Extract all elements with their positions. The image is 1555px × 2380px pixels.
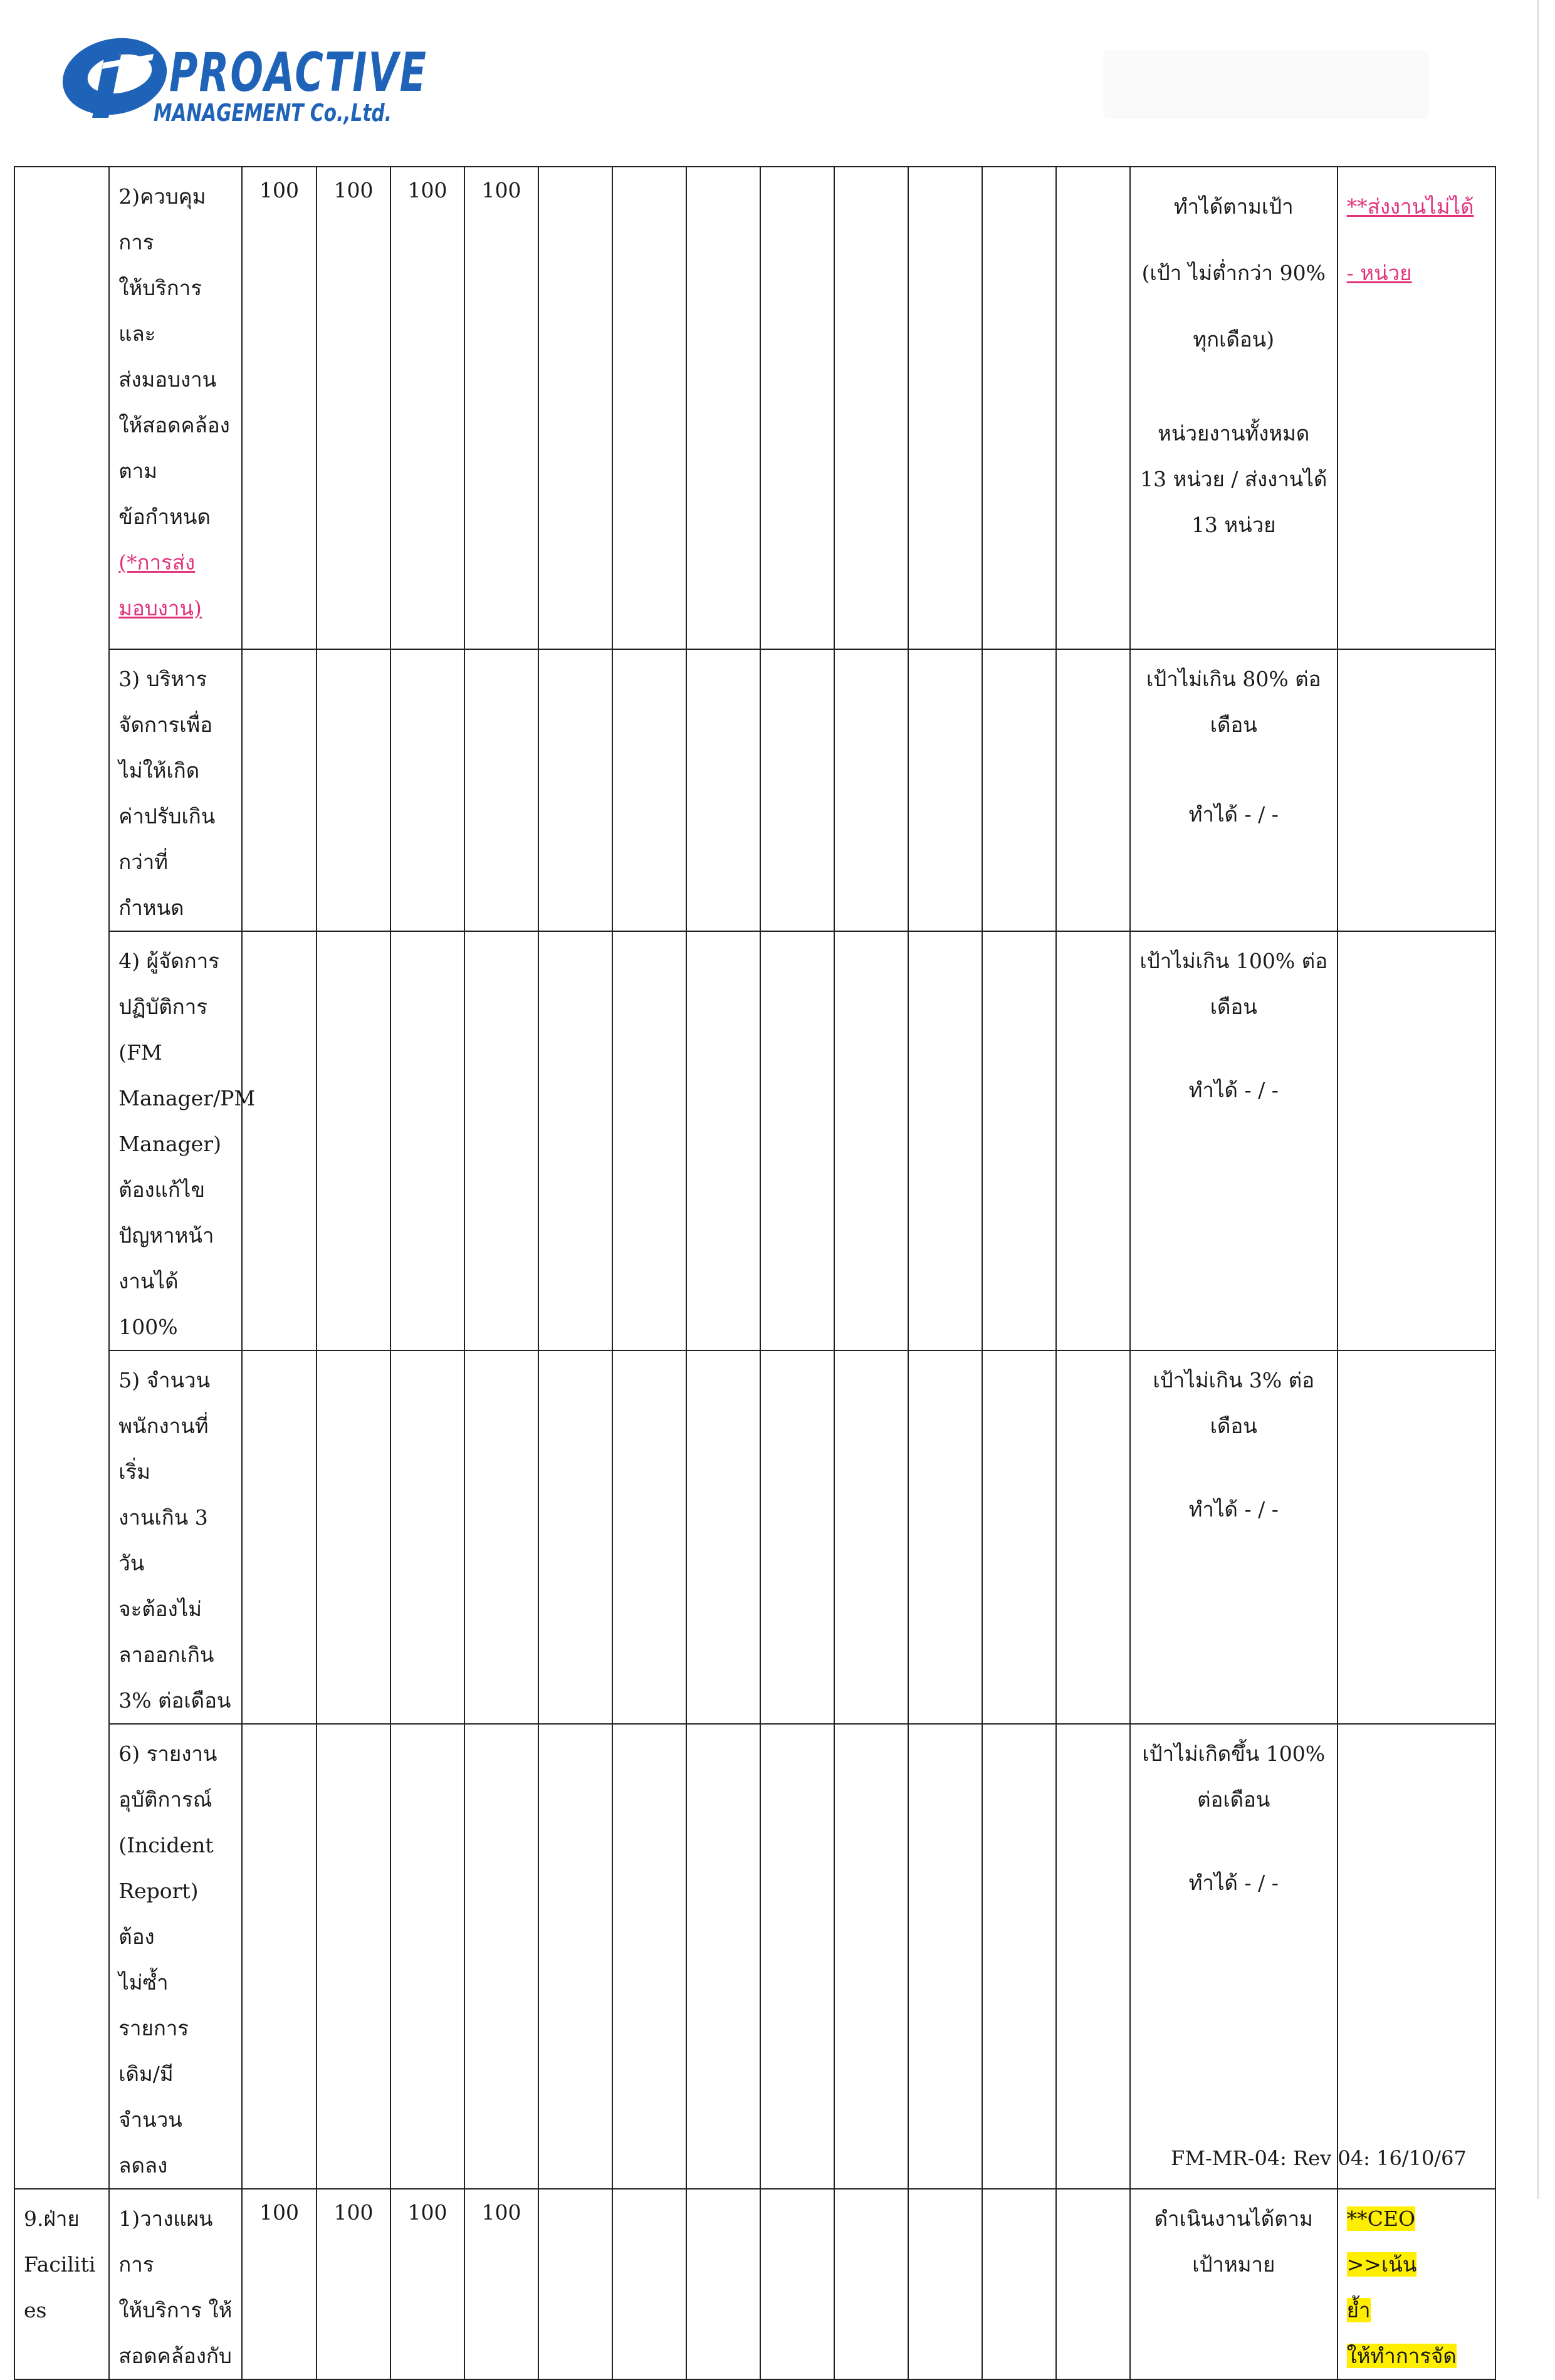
empty-cell bbox=[390, 1350, 464, 1724]
empty-cell bbox=[760, 1724, 834, 2189]
empty-cell bbox=[834, 2189, 908, 2379]
empty-cell bbox=[538, 167, 612, 649]
kpi-item-line: จะต้องไม่ bbox=[118, 1597, 202, 1621]
empty-cell bbox=[760, 649, 834, 931]
logo-company-name: PROACTIVE bbox=[169, 41, 428, 104]
kpi-item-line: เดิม/มีจำนวน bbox=[118, 2062, 182, 2132]
kpi-item-line: 5) จำนวน bbox=[118, 1368, 211, 1392]
remark-cell bbox=[1338, 1350, 1495, 1724]
empty-cell bbox=[908, 649, 982, 931]
empty-cell bbox=[834, 931, 908, 1350]
department-line: es bbox=[24, 2298, 47, 2322]
result-cell bbox=[1130, 649, 1338, 931]
kpi-item-line: ให้บริการ ให้ bbox=[118, 2298, 233, 2322]
empty-cell bbox=[612, 1724, 686, 2189]
empty-cell bbox=[908, 931, 982, 1350]
result-cell bbox=[1130, 1724, 1338, 2189]
kpi-item-line: 3) บริหาร bbox=[118, 667, 207, 691]
kpi-item-line: ตาม bbox=[118, 459, 157, 483]
empty-cell bbox=[1056, 167, 1130, 649]
kpi-item-line: อุบัติการณ์ bbox=[118, 1787, 212, 1812]
kpi-item-line: จัดการเพื่อ bbox=[118, 712, 213, 737]
result-line: ต่อเดือน bbox=[1197, 1787, 1270, 1812]
kpi-item-line: งานเกิน 3 วัน bbox=[118, 1505, 208, 1575]
empty-cell bbox=[908, 2189, 982, 2379]
kpi-item-line: (FM bbox=[118, 1040, 162, 1065]
kpi-item-line: ให้สอดคล้อง bbox=[118, 413, 230, 437]
department-line: Faciliti bbox=[24, 2252, 96, 2277]
empty-cell bbox=[760, 1350, 834, 1724]
kpi-item-line: ต้องแก้ไข bbox=[118, 1177, 206, 1202]
kpi-row bbox=[14, 2189, 1495, 2379]
result-line: ทุกเดือน) bbox=[1193, 327, 1275, 352]
empty-cell bbox=[760, 2189, 834, 2379]
department-cell bbox=[14, 2189, 109, 2379]
result-cell bbox=[1130, 1350, 1338, 1724]
empty-cell bbox=[390, 931, 464, 1350]
kpi-row bbox=[14, 649, 1495, 931]
logo-company-sub: MANAGEMENT Co.,Ltd. bbox=[154, 99, 392, 127]
empty-cell bbox=[612, 1350, 686, 1724]
department-cell bbox=[14, 167, 109, 2189]
empty-cell bbox=[760, 167, 834, 649]
kpi-item-line: ข้อกำหนด bbox=[118, 504, 211, 529]
empty-cell bbox=[538, 649, 612, 931]
empty-cell bbox=[982, 649, 1056, 931]
empty-cell bbox=[1056, 1350, 1130, 1724]
empty-cell bbox=[982, 2189, 1056, 2379]
empty-cell bbox=[834, 167, 908, 649]
kpi-item-line: ไม่ซ้ำรายการ bbox=[118, 1970, 189, 2040]
empty-cell bbox=[317, 1724, 390, 2189]
empty-cell bbox=[317, 931, 390, 1350]
empty-cell bbox=[1056, 931, 1130, 1350]
kpi-item-line: ปฏิบัติการ bbox=[118, 994, 207, 1019]
remark-cell bbox=[1338, 1724, 1495, 2189]
empty-cell bbox=[686, 1350, 760, 1724]
kpi-item-line: 6) รายงาน bbox=[118, 1741, 217, 1766]
result-cell bbox=[1130, 167, 1338, 649]
kpi-item-line: ไม่ให้เกิด bbox=[118, 758, 200, 783]
score-cell: 100 bbox=[464, 167, 538, 649]
kpi-item-line: ค่าปรับเกิน bbox=[118, 804, 216, 828]
result-line: เดือน bbox=[1210, 1414, 1257, 1438]
remark-cell bbox=[1338, 2189, 1495, 2379]
score-cell: 100 bbox=[390, 2189, 464, 2379]
result-line: 13 หน่วย bbox=[1191, 513, 1276, 537]
result-line: เป้าหมาย bbox=[1192, 2252, 1275, 2277]
empty-cell bbox=[538, 931, 612, 1350]
empty-cell bbox=[464, 1724, 538, 2189]
result-cell bbox=[1130, 2189, 1338, 2379]
kpi-row bbox=[14, 1350, 1495, 1724]
remark-highlight: **CEO >>เน้น bbox=[1346, 2206, 1417, 2277]
result-line: เดือน bbox=[1210, 712, 1257, 737]
empty-cell bbox=[242, 1350, 317, 1724]
remark-cell bbox=[1338, 167, 1495, 649]
result-line: เป้าไม่เกิดขึ้น 100% bbox=[1142, 1741, 1326, 1766]
result-line: เดือน bbox=[1210, 994, 1257, 1019]
empty-cell bbox=[908, 1350, 982, 1724]
remark-cell bbox=[1338, 931, 1495, 1350]
empty-cell bbox=[760, 931, 834, 1350]
score-cell: 100 bbox=[242, 2189, 317, 2379]
kpi-item-line: พนักงานที่เริ่ม bbox=[118, 1414, 209, 1484]
empty-cell bbox=[242, 649, 317, 931]
result-line: เป้าไม่เกิน 80% ต่อ bbox=[1146, 667, 1321, 691]
remark-highlight: ย้ำ bbox=[1346, 2298, 1371, 2322]
empty-cell bbox=[1056, 1724, 1130, 2189]
empty-cell bbox=[242, 931, 317, 1350]
score-cell: 100 bbox=[390, 167, 464, 649]
empty-cell bbox=[982, 931, 1056, 1350]
result-done: ทำได้ - / - bbox=[1188, 802, 1279, 827]
empty-cell bbox=[612, 931, 686, 1350]
empty-cell bbox=[612, 167, 686, 649]
kpi-item-cell bbox=[109, 649, 242, 931]
result-line: เป้าไม่เกิน 3% ต่อ bbox=[1153, 1368, 1315, 1392]
kpi-item-line: ลดลง bbox=[118, 2153, 168, 2178]
empty-cell bbox=[834, 1724, 908, 2189]
kpi-item-cell bbox=[109, 931, 256, 1350]
kpi-item-line: Report) ต้อง bbox=[118, 1879, 199, 1949]
empty-cell bbox=[317, 649, 390, 931]
empty-cell bbox=[686, 649, 760, 931]
result-line: ดำเนินงานได้ตาม bbox=[1154, 2206, 1313, 2231]
empty-cell bbox=[834, 1350, 908, 1724]
score-cell: 100 bbox=[317, 167, 390, 649]
kpi-item-cell bbox=[109, 1350, 242, 1724]
empty-cell bbox=[686, 167, 760, 649]
kpi-item-note: (*การส่งมอบงาน) bbox=[118, 550, 202, 620]
kpi-item-line: 2)ควบคุมการ bbox=[118, 184, 206, 254]
kpi-item-line: สอดคล้องกับ bbox=[118, 2344, 232, 2368]
result-done: ทำได้ - / - bbox=[1188, 1871, 1279, 1895]
result-done: ทำได้ - / - bbox=[1188, 1078, 1279, 1102]
result-line: เป้าไม่เกิน 100% ต่อ bbox=[1139, 949, 1328, 973]
empty-cell bbox=[1056, 2189, 1130, 2379]
kpi-item-line: ปัญหาหน้า bbox=[118, 1223, 214, 1248]
empty-cell bbox=[538, 1724, 612, 2189]
result-done: ทำได้ - / - bbox=[1188, 1497, 1279, 1521]
page-edge-shadow bbox=[1537, 0, 1539, 2199]
empty-cell bbox=[982, 1350, 1056, 1724]
kpi-item-line: ให้บริการและ bbox=[118, 276, 202, 346]
empty-cell bbox=[908, 167, 982, 649]
result-line: ทำได้ตามเป้า bbox=[1173, 194, 1294, 219]
kpi-item-line: Manager) bbox=[118, 1132, 221, 1156]
kpi-row bbox=[14, 1724, 1495, 2189]
empty-cell bbox=[538, 2189, 612, 2379]
kpi-row bbox=[14, 167, 1495, 649]
department-line: 9.ฝ่าย bbox=[24, 2206, 80, 2231]
kpi-item-line: ส่งมอบงาน bbox=[118, 367, 217, 392]
result-line: (เป้า ไม่ต่ำกว่า 90% bbox=[1141, 261, 1326, 285]
kpi-item-line: Manager/PM bbox=[118, 1086, 256, 1110]
remark-text: **ส่งงานไม่ได้ - หน่วย bbox=[1346, 194, 1474, 285]
empty-cell bbox=[538, 1350, 612, 1724]
empty-cell bbox=[834, 649, 908, 931]
empty-cell bbox=[1056, 649, 1130, 931]
empty-cell bbox=[317, 1350, 390, 1724]
empty-cell bbox=[908, 1724, 982, 2189]
empty-cell bbox=[686, 2189, 760, 2379]
result-cell bbox=[1130, 931, 1338, 1350]
kpi-item-cell bbox=[109, 167, 242, 649]
result-line: หน่วยงานทั้งหมด bbox=[1158, 421, 1310, 446]
score-cell: 100 bbox=[317, 2189, 390, 2379]
empty-cell bbox=[612, 649, 686, 931]
empty-cell bbox=[464, 649, 538, 931]
kpi-item-line: ลาออกเกิน bbox=[118, 1642, 214, 1667]
empty-cell bbox=[464, 1350, 538, 1724]
kpi-item-line: กว่าที่กำหนด bbox=[118, 850, 184, 920]
kpi-row bbox=[14, 931, 1495, 1350]
empty-cell bbox=[390, 649, 464, 931]
result-line: 13 หน่วย / ส่งงานได้ bbox=[1140, 467, 1327, 491]
score-cell: 100 bbox=[464, 2189, 538, 2379]
kpi-item-line: 3% ต่อเดือน bbox=[118, 1688, 231, 1713]
empty-cell bbox=[242, 1724, 317, 2189]
empty-cell bbox=[982, 1724, 1056, 2189]
empty-cell bbox=[982, 167, 1056, 649]
empty-cell bbox=[464, 931, 538, 1350]
kpi-item-line: งานได้ 100% bbox=[118, 1269, 179, 1339]
remark-cell bbox=[1338, 649, 1495, 931]
header-right-smudge bbox=[1103, 50, 1429, 119]
kpi-item-cell bbox=[109, 1724, 242, 2189]
score-cell: 100 bbox=[242, 167, 317, 649]
kpi-item-line: 4) ผู้จัดการ bbox=[118, 949, 219, 973]
kpi-item-cell bbox=[109, 2189, 242, 2379]
kpi-table bbox=[14, 166, 1496, 2380]
company-logo bbox=[60, 30, 428, 127]
empty-cell bbox=[390, 1724, 464, 2189]
kpi-item-line: 1)วางแผนการ bbox=[118, 2206, 213, 2277]
remark-highlight: ให้ทำการจัด bbox=[1346, 2344, 1457, 2368]
document-code-footer: FM-MR-04: Rev 04: 16/10/67 bbox=[1171, 2146, 1467, 2170]
empty-cell bbox=[686, 1724, 760, 2189]
empty-cell bbox=[686, 931, 760, 1350]
empty-cell bbox=[612, 2189, 686, 2379]
kpi-item-line: (Incident bbox=[118, 1833, 214, 1857]
